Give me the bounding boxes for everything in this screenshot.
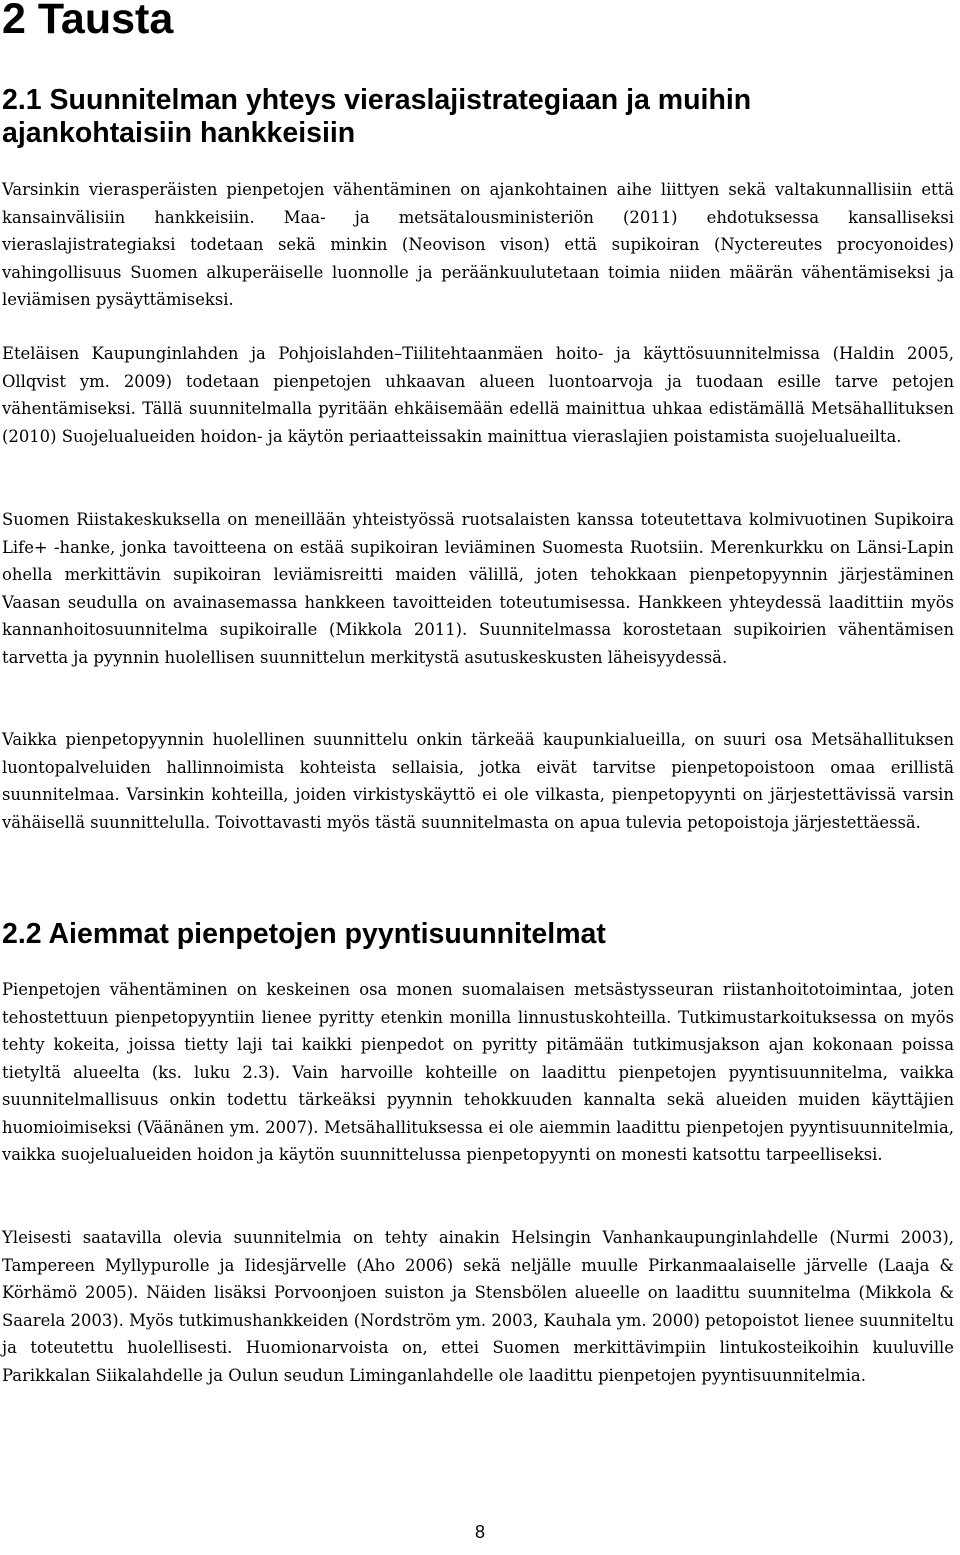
paragraph-4: Vaikka pienpetopyynnin huolellinen suunnittelu onkin tärkeää kaupunkialueilla, on suuri osa Metsähallituksen luontopalveluiden hallinnoimista kohteista sellaisia, jotka eivät tarvitse pienpetopoistoon omaa erillistä suunnitelmaa. Varsinkin kohteilla, joiden virkistyskäyttö ei ole vilkasta, pienpetopyynti on järjestettävissä varsin vähäisellä suunnittelulla. Toivottavasti myös tästä suunnitelmasta on apua tulevia petopoistoja järjestettäessä.: [2, 730, 954, 832]
paragraph-3: Suomen Riistakeskuksella on meneillään yhteistyössä ruotsalaisten kanssa toteutettava kolmivuotinen Supikoira Life+ -hanke, jonka tavoitteena on estää supikoiran leviäminen Suomesta Ruotsiin. Merenkurkku on Länsi-Lapin ohella merkittävin supikoiran leviämisreitti maiden välillä, joten tehokkaan pienpetopyynnin järjestäminen Vaasan seudulla on avainasemassa hankkeen tavoitteiden toteutumisessa. Hankkeen yhteydessä laadittiin myös kannanhoitosuunnitelma supikoiralle (Mikkola 2011). Suunnitelmassa korostetaan supikoirien vähentämisen tarvetta ja pyynnin huolellisen suunnittelun merkitystä asutuskeskusten läheisyydessä.: [2, 510, 954, 667]
paragraph-6: Yleisesti saatavilla olevia suunnitelmia on tehty ainakin Helsingin Vanhankaupunginlahdelle (Nurmi 2003), Tampereen Myllypurolle ja Iidesjärvelle (Aho 2006) sekä neljälle muulle Pirkanmaalaiselle järvelle (Laaja & Körhämö 2005). Näiden lisäksi Porvoonjoen suiston ja Stensbölen alueelle on laadittu suunnitelma (Mikkola & Saarela 2003). Myös tutkimushankkeiden (Nordström ym. 2003, Kauhala ym. 2000) petopoistot lienee suunniteltu ja toteutettu huolellisesti. Huomionarvoista on, ettei Suomen merkittävimpiin lintukosteikoihin kuuluville Parikkalan Siikalahdelle ja Oulun seudun Liminganlahdelle ole laadittu pienpetojen pyyntisuunnitelmia.: [2, 1228, 954, 1385]
chapter-heading: 2 Tausta: [2, 0, 174, 43]
paragraph-2: Eteläisen Kaupunginlahden ja Pohjoislahden–Tiilitehtaanmäen hoito- ja käyttösuunnitelmissa (Haldin 2005, Ollqvist ym. 2009) todetaan pienpetojen uhkaavan alueen luontoarvoja ja tuodaan esille tarve petojen vähentämiseksi. Tällä suunnitelmalla pyritään ehkäisemään edellä mainittua uhkaa edistämällä Metsähallituksen (2010) Suojelualueiden hoidon- ja käytön periaatteissakin mainittua vieraslajien poistamista suojelualueilta.: [2, 344, 954, 446]
section-heading-2-1: 2.1 Suunnitelman yhteys vieraslajistrategiaan ja muihin ajankohtaisiin hankkeisiin: [2, 84, 752, 149]
paragraph-1: Varsinkin vierasperäisten pienpetojen vähentäminen on ajankohtainen aihe liittyen sekä valtakunnallisiin että kansainvälisiin hankkeisiin. Maa- ja metsätalousministeriön (2011) ehdotuksessa kansalliseksi vieraslajistrategiaksi todetaan sekä minkin (Neovison vison) että supikoiran (Nyctereutes procyonoides) vahingollisuus Suomen alkuperäiselle luonnolle ja peräänkuulutetaan toimia niiden määrän vähentämiseksi ja leviämisen pysäyttämiseksi.: [2, 180, 954, 309]
page-number: 8: [474, 1522, 485, 1542]
section-heading-2-2: 2.2 Aiemmat pienpetojen pyyntisuunnitelmat: [2, 918, 606, 950]
paragraph-5: Pienpetojen vähentäminen on keskeinen osa monen suomalaisen metsästysseuran riistanhoitotoimintaa, joten tehostettuun pienpetopyyntiin lienee pyritty etenkin monilla linnustuskohteilla. Tutkimustarkoituksessa on myös tehty kokeita, joissa tietty laji tai kaikki pienpedot on pyritty pitämään tutkimusjakson ajan kokonaan poissa tietyltä alueelta (ks. luku 2.3). Vain harvoille kohteille on laadittu pienpetojen pyyntisuunnitelma, vaikka suunnitelmallisuus onkin todettu tärkeäksi pyynnin tehokkuuden kannalta sekä alueiden muiden käyttäjien huomioimiseksi (Väänänen ym. 2007). Metsähallituksessa ei ole aiemmin laadittu pienpetojen pyyntisuunnitelmia, vaikka suojelualueiden hoidon ja käytön suunnittelussa pienpetopyynti on monesti katsottu tarpeelliseksi.: [2, 980, 954, 1164]
